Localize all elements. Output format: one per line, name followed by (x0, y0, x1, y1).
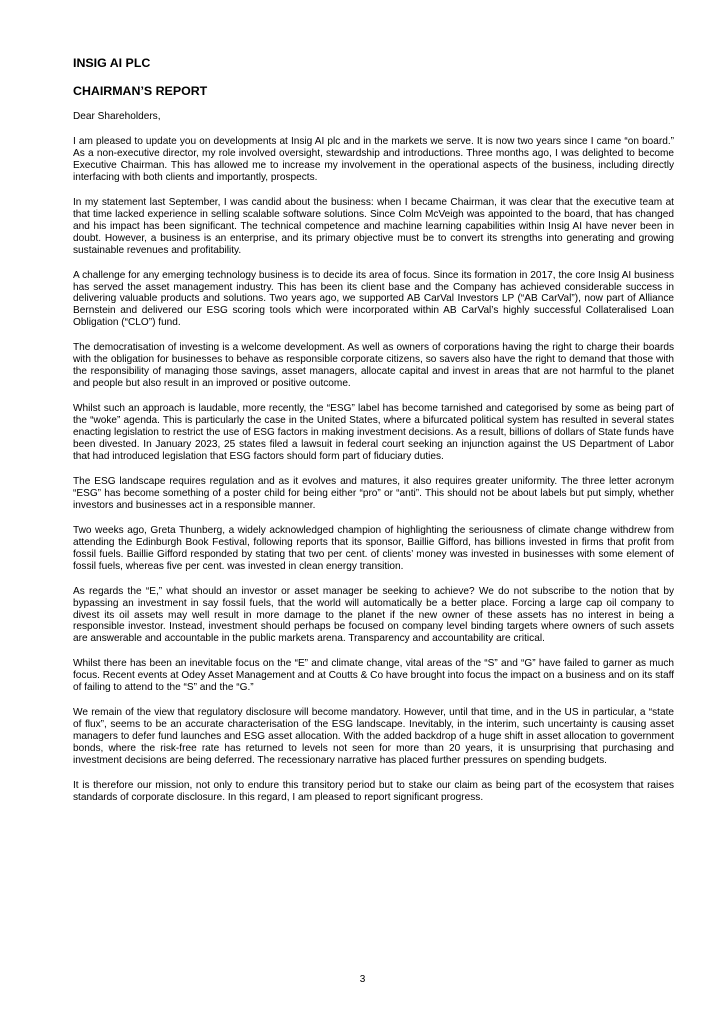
paragraph: Two weeks ago, Greta Thunberg, a widely acknowledged champion of highlighting the seriousness of climate change withdrew from attending the Edinburgh Book Festival, following reports that its sponsor, Baillie Gifford, has billions invested in firms that profit from fossil fuels. Baillie Gifford responded by stating that two per cent. of clients’ money was invested in businesses with some element of fossil fuels, whereas five per cent. was invested in clean energy transition. (73, 524, 674, 572)
paragraph: The ESG landscape requires regulation and as it evolves and matures, it also requires greater uniformity. The three letter acronym “ESG” has become something of a poster child for being either “pro” or “anti”. This should not be about labels but put simply, whether investors and businesses act in a responsible manner. (73, 475, 674, 511)
page-number: 3 (359, 974, 366, 985)
paragraph: It is therefore our mission, not only to endure this transitory period but to stake our claim as being part of the ecosystem that raises standards of corporate disclosure. In this regard, I am pleased to report significant progress. (73, 779, 674, 803)
paragraph: A challenge for any emerging technology business is to decide its area of focus. Since its formation in 2017, the core Insig AI business has served the asset management industry. This has been its client base and the Company has achieved considerable success in delivering valuable products and solutions. Two years ago, we supported AB CarVal Investors LP (“AB CarVal”), now part of Alliance Bernstein and delivered our ESG scoring tools which were incorporated within AB CarVal’s highly successful Collateralised Loan Obligation (“CLO”) fund. (73, 269, 674, 329)
report-title: CHAIRMAN’S REPORT (73, 84, 208, 98)
paragraph: As regards the “E,” what should an investor or asset manager be seeking to achieve? We do not subscribe to the notion that by bypassing an investment in say fossil fuels, that the world will automatically be a better place. Forcing a large cap oil company to divest its oil assets may well result in more damage to the planet if the new owner of these assets has no interest in being a responsible investor. Instead, investment should perhaps be focused on company level binding targets where owners of such assets are answerable and accountable in the public markets arena. Transparency and accountability are critical. (73, 585, 674, 645)
paragraph: I am pleased to update you on developments at Insig AI plc and in the markets we serve. It is now two years since I came “on board.” As a non-executive director, my role involved oversight, stewardship and introductions. Three months ago, I was delighted to become Executive Chairman. This has allowed me to increase my involvement in the operational aspects of the business, including directly interfacing with both clients and importantly, prospects. (73, 136, 674, 183)
salutation: Dear Shareholders, (73, 111, 161, 122)
paragraph: We remain of the view that regulatory disclosure will become mandatory. However, until that time, and in the US in particular, a “state of flux”, seems to be an accurate characterisation of the ESG landscape. Inevitably, in the interim, such uncertainty is causing asset managers to defer fund launches and ESG asset allocation. With the added backdrop of a huge shift in asset allocation to government bonds, where the risk-free rate has returned to levels not seen for more than 20 years, it is unsurprising that purchasing and investment decisions are being deferred. The recessionary narrative has placed further pressures on spending budgets. (73, 707, 674, 767)
paragraph: Whilst there has been an inevitable focus on the “E” and climate change, vital areas of the “S” and “G” have failed to garner as much focus. Recent events at Odey Asset Management and at Coutts & Co have brought into focus the impact on a business and on its staff of failing to attend to the “S” and the “G.” (73, 658, 674, 694)
document-page (73, 56, 674, 817)
company-name: INSIG AI PLC (73, 56, 151, 70)
paragraph: In my statement last September, I was candid about the business: when I became Chairman, it was clear that the executive team at that time lacked experience in selling scalable software solutions. Since Colm McVeigh was appointed to the board, that has changed and his impact has been significant. The technical competence and machine learning capabilities within Insig AI have never been in doubt. However, a business is an enterprise, and its primary objective must be to convert its strengths into generating and growing sustainable revenues and profitability. (73, 196, 674, 256)
paragraph: The democratisation of investing is a welcome development. As well as owners of corporations having the right to charge their boards with the obligation for businesses to behave as responsible corporate citizens, so savers also have the right to demand that those with the responsibility of managing those savings, asset managers, allocate capital and invest in areas that are not harmful to the planet and people but also result in an improved or positive outcome. (73, 342, 674, 390)
paragraph: Whilst such an approach is laudable, more recently, the “ESG” label has become tarnished and categorised by some as being part of the “woke” agenda. This is particularly the case in the United States, where a bifurcated political system has resulted in several states enacting legislation to restrict the use of ESG factors in making investment decisions. As a result, billions of dollars of State funds have been divested. In January 2023, 25 states filed a lawsuit in federal court seeking an injunction against the US Department of Labor that had introduced legislation that ESG factors should form part of fiduciary duties. (73, 403, 674, 462)
